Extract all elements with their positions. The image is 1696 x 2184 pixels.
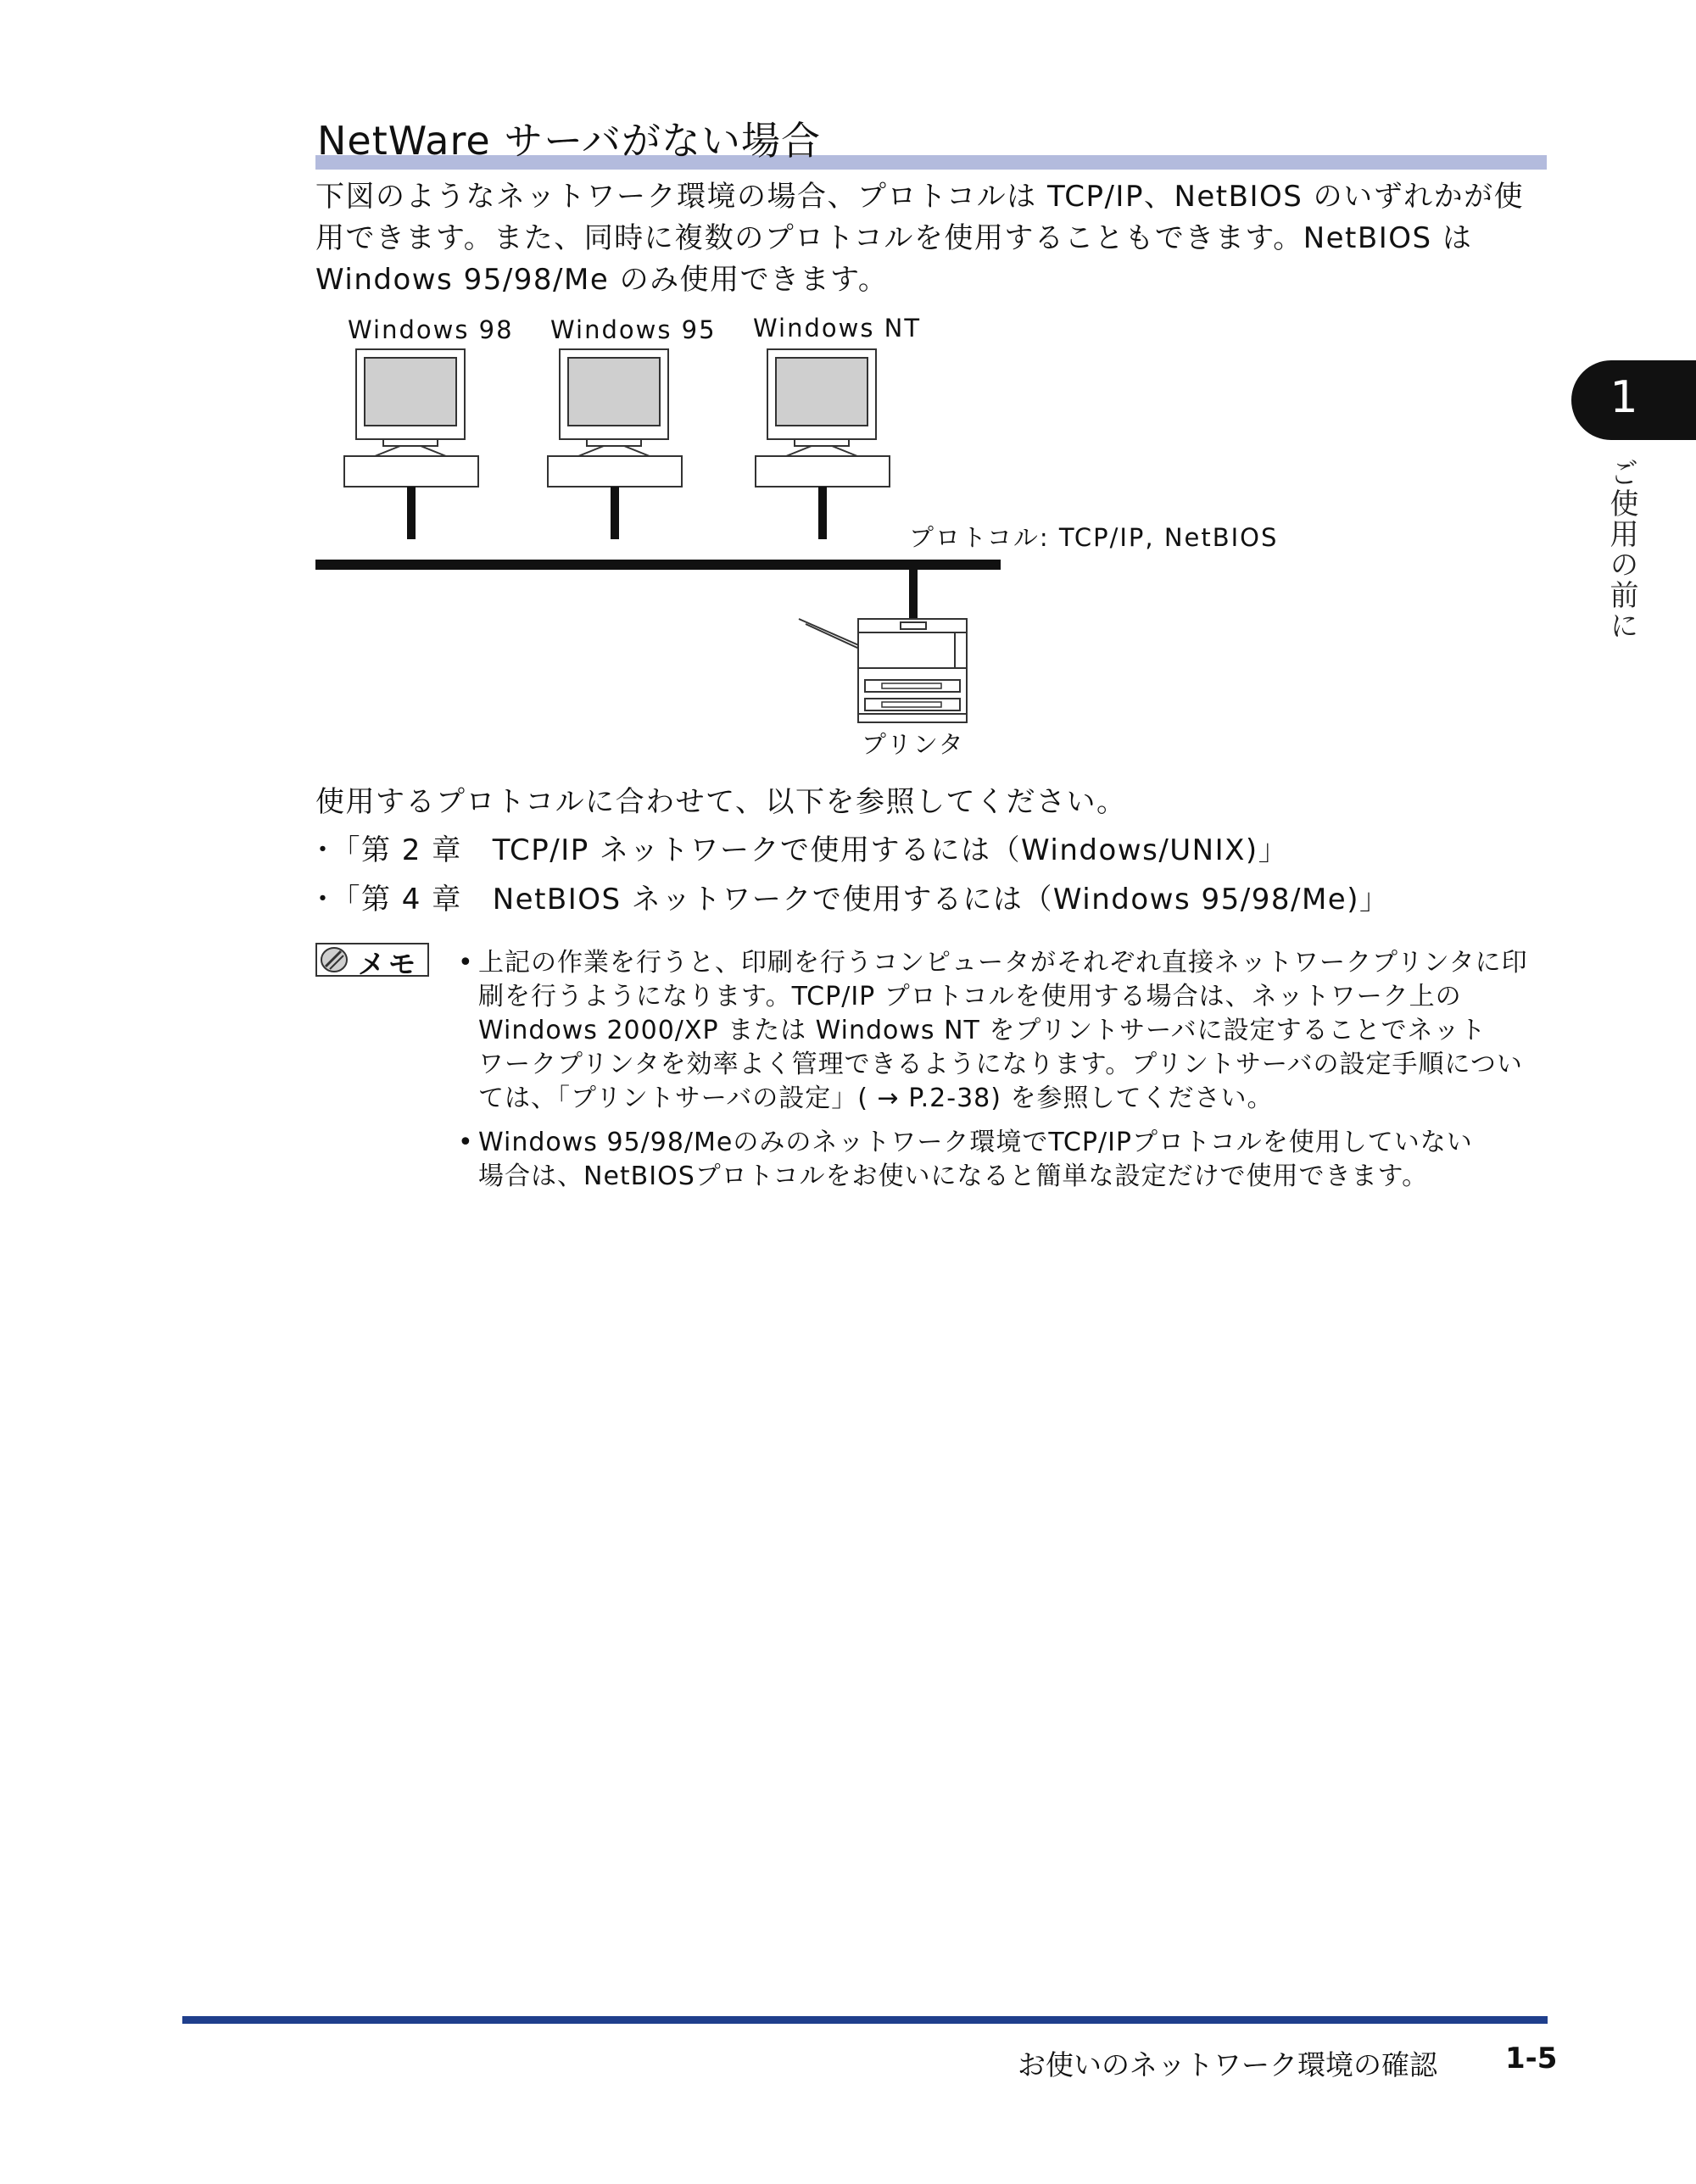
reference-item [315, 827, 1288, 868]
network-drop-line [611, 487, 619, 539]
memo-line: Windows 2000/XP または Windows NT をプリントサーバに設定することでネット [478, 1016, 1487, 1045]
network-bus [315, 560, 1001, 570]
intro-paragraph [315, 176, 1547, 301]
printer-label: プリンタ [862, 730, 965, 759]
intro-line: 下図のようなネットワーク環境の場合、プロトコルは TCP/IP、NetBIOS のいずれかが使 [315, 180, 1525, 214]
memo-item [458, 1126, 1547, 1194]
protocol-label: プロトコル: TCP/IP, NetBIOS [909, 523, 1279, 552]
memo-item [458, 946, 1547, 1116]
reference-item [315, 876, 1389, 917]
reference-text: NetBIOS ネットワークで使用するには（Windows 95/98/Me)」 [492, 883, 1390, 916]
section-heading [315, 119, 1547, 170]
computer-label: Windows NT [753, 314, 922, 343]
footer-rule [182, 2016, 1548, 2024]
chapter-tab [1571, 360, 1696, 440]
computer-label: Windows 98 [348, 315, 514, 344]
page-number: 1-5 [1505, 2042, 1558, 2075]
computer-label: Windows 95 [550, 315, 717, 344]
intro-line: Windows 95/98/Me のみ使用できます。 [315, 263, 889, 297]
reference-text: TCP/IP ネットワークで使用するには（Windows/UNIX)」 [492, 833, 1289, 867]
memo-line: Windows 95/98/Meのみのネットワーク環境でTCP/IPプロトコルを使用していない [478, 1128, 1473, 1157]
section-title: NetWare サーバがない場合 [317, 118, 822, 164]
footer-title: お使いのネットワーク環境の確認 [1018, 2048, 1437, 2081]
network-diagram [315, 307, 1291, 765]
computer-icon [548, 349, 682, 487]
memo-label [315, 943, 429, 980]
computer-icon [344, 349, 478, 487]
pencil-icon [321, 946, 348, 973]
intro-line: 用できます。また、同時に複数のプロトコルを使用することもできます。NetBIOS は [315, 221, 1473, 255]
bullet-icon: • [458, 948, 474, 978]
chapter-number: 1 [1610, 372, 1638, 423]
memo-line: ては、「プリントサーバの設定」( → P.2-38) を参照してください。 [478, 1084, 1274, 1113]
reference-chapter: ･「第 2 章 [315, 833, 462, 867]
memo-line: 上記の作業を行うと、印刷を行うコンピュータがそれぞれ直接ネットワークプリンタに印 [478, 948, 1528, 978]
computer-icon [756, 349, 890, 487]
memo-line: 刷を行うようになります。TCP/IP プロトコルを使用する場合は、ネットワーク上の [478, 982, 1462, 1011]
memo-line: 場合は、NetBIOSプロトコルをお使いになると簡単な設定だけで使用できます。 [478, 1162, 1429, 1191]
network-drop-line [407, 487, 416, 539]
memo-label-text: メモ [358, 948, 420, 980]
printer-icon [799, 619, 967, 722]
printer-drop-line [909, 570, 918, 621]
bullet-icon: • [458, 1128, 474, 1157]
memo-line: ワークプリンタを効率よく管理できるようになります。プリントサーバの設定手順につい [478, 1050, 1523, 1079]
chapter-side-label: ご使用の前に [1604, 458, 1638, 641]
reference-lead: 使用するプロトコルに合わせて、以下を参照してください。 [315, 785, 1127, 819]
reference-chapter: ･「第 4 章 [315, 883, 462, 916]
network-drop-line [818, 487, 827, 539]
